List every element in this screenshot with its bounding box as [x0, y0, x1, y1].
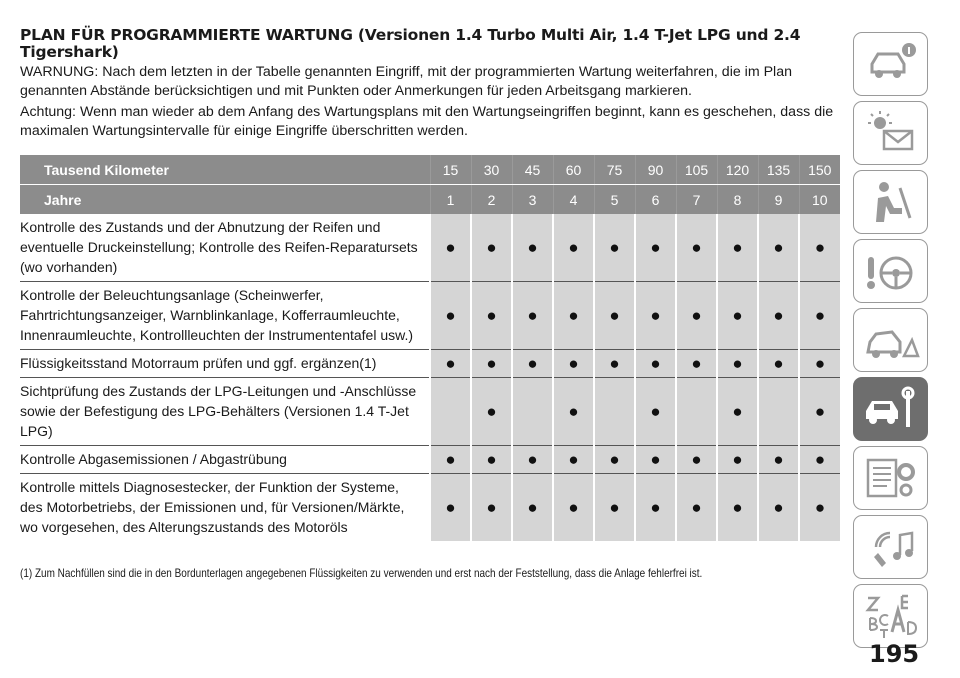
- maintenance-mark: ●: [486, 305, 497, 325]
- technical-data-icon: [862, 454, 920, 502]
- interval-cell: [717, 378, 758, 446]
- maintenance-mark: ●: [814, 353, 826, 373]
- interval-cell: [512, 350, 553, 378]
- maintenance-mark: ●: [732, 449, 743, 469]
- interval-cell: [676, 378, 717, 446]
- task-description: Kontrolle des Zustands und der Abnutzung der Reifen und eventuelle Druckeinstellung; Kontrolle des Reifen-Reparatursets (wo vorhanden): [20, 214, 430, 282]
- maintenance-mark: ●: [773, 305, 784, 325]
- interval-cell: [553, 378, 594, 446]
- maintenance-mark: ●: [691, 237, 702, 257]
- maintenance-mark: ●: [568, 237, 579, 257]
- km-header-cell: 135: [758, 155, 799, 185]
- interval-cell: [594, 214, 635, 282]
- interval-cell: [512, 378, 553, 446]
- page-title: PLAN FÜR PROGRAMMIERTE WARTUNG (Versionen 1.4 Turbo Multi Air, 1.4 T-Jet LPG und 2.4 Tigershark): [20, 26, 801, 61]
- km-header-row: [20, 155, 840, 185]
- maintenance-mark: ●: [814, 401, 826, 421]
- maintenance-mark: ●: [609, 237, 620, 257]
- maintenance-mark: ●: [691, 305, 702, 325]
- tab-maintenance[interactable]: [853, 377, 928, 441]
- years-header-cell: 2: [471, 185, 512, 215]
- interval-cell: [553, 282, 594, 350]
- table-row: [20, 474, 840, 542]
- years-header-cell: 7: [676, 185, 717, 215]
- interval-cell: [799, 282, 840, 350]
- interval-cell: [512, 282, 553, 350]
- tab-driving[interactable]: [853, 239, 928, 303]
- years-header-cell: 6: [635, 185, 676, 215]
- task-description: Sichtprüfung des Zustands der LPG-Leitungen und -Anschlüsse sowie der Befestigung des LPG-Behälters (Versionen 1.4 T-Jet LPG): [20, 378, 430, 446]
- interval-cell: [594, 474, 635, 542]
- interval-cell: [553, 214, 594, 282]
- table-row: [20, 378, 840, 446]
- interval-cell: [676, 214, 717, 282]
- interval-cell: [758, 378, 799, 446]
- interval-cell: [717, 446, 758, 474]
- km-header-cell: 150: [799, 155, 840, 185]
- maintenance-mark: ●: [732, 237, 743, 257]
- years-header-cell: 10: [799, 185, 840, 215]
- tab-car-info[interactable]: [853, 32, 928, 96]
- maintenance-mark: ●: [773, 353, 784, 373]
- maintenance-mark: ●: [486, 449, 497, 469]
- tab-safety[interactable]: [853, 170, 928, 234]
- task-description: Kontrolle Abgasemissionen / Abgastrübung: [20, 446, 430, 474]
- years-header-cell: 1: [430, 185, 471, 215]
- interval-cell: [676, 474, 717, 542]
- maintenance-mark: ●: [814, 237, 826, 257]
- interval-cell: [594, 378, 635, 446]
- interval-cell: [594, 446, 635, 474]
- steering-wheel-icon: [862, 247, 920, 295]
- maintenance-mark: ●: [445, 497, 456, 517]
- interval-cell: [430, 350, 471, 378]
- interval-cell: [799, 378, 840, 446]
- car-maintenance-icon: [862, 385, 920, 433]
- maintenance-mark: ●: [814, 497, 826, 517]
- maintenance-mark: ●: [568, 305, 579, 325]
- task-description: Kontrolle der Beleuchtungsanlage (Scheinwerfer, Fahrtrichtungsanzeiger, Warnblinkanlage, Kofferraumleuchte, Innenraumleuchte, Kontrollleuchten der Instrumententafel usw.): [20, 282, 430, 350]
- interval-cell: [758, 446, 799, 474]
- interval-cell: [635, 282, 676, 350]
- interval-cell: [676, 282, 717, 350]
- maintenance-mark: ●: [650, 497, 661, 517]
- maintenance-mark: ●: [486, 237, 497, 257]
- interval-cell: [758, 282, 799, 350]
- table-row: [20, 446, 840, 474]
- interval-cell: [471, 214, 512, 282]
- years-header-cell: 3: [512, 185, 553, 215]
- years-header-row: [20, 185, 840, 215]
- interval-cell: [676, 446, 717, 474]
- maintenance-mark: ●: [568, 449, 579, 469]
- interval-cell: [553, 474, 594, 542]
- interval-cell: [471, 350, 512, 378]
- table-row: [20, 350, 840, 378]
- maintenance-mark: ●: [445, 305, 456, 325]
- maintenance-schedule-table: [20, 155, 840, 541]
- interval-cell: [471, 378, 512, 446]
- km-header-cell: 45: [512, 155, 553, 185]
- years-header-label: Jahre: [20, 185, 430, 215]
- interval-cell: [635, 214, 676, 282]
- interval-cell: [799, 350, 840, 378]
- maintenance-mark: ●: [568, 497, 579, 517]
- maintenance-mark: ●: [732, 401, 743, 421]
- maintenance-mark: ●: [445, 449, 456, 469]
- maintenance-mark: ●: [691, 353, 702, 373]
- km-header-cell: 60: [553, 155, 594, 185]
- car-info-icon: [862, 40, 920, 88]
- interval-cell: [799, 474, 840, 542]
- maintenance-mark: ●: [732, 353, 743, 373]
- maintenance-mark: ●: [568, 353, 579, 373]
- interval-cell: [717, 214, 758, 282]
- interval-cell: [430, 214, 471, 282]
- interval-cell: [635, 446, 676, 474]
- maintenance-mark: ●: [650, 401, 661, 421]
- interval-cell: [717, 282, 758, 350]
- tab-index[interactable]: [853, 584, 928, 648]
- tab-emergency[interactable]: [853, 308, 928, 372]
- interval-cell: [471, 282, 512, 350]
- interval-cell: [430, 378, 471, 446]
- interval-cell: [635, 378, 676, 446]
- maintenance-mark: ●: [486, 497, 497, 517]
- interval-cell: [553, 350, 594, 378]
- interval-cell: [512, 474, 553, 542]
- maintenance-mark: ●: [691, 497, 702, 517]
- index-icon: [862, 592, 920, 640]
- breakdown-icon: [862, 316, 920, 364]
- safety-airbag-icon: [862, 178, 920, 226]
- interval-cell: [512, 446, 553, 474]
- interval-cell: [799, 214, 840, 282]
- interval-cell: [430, 446, 471, 474]
- tab-warning-lights[interactable]: [853, 101, 928, 165]
- maintenance-mark: ●: [568, 401, 579, 421]
- interval-cell: [758, 474, 799, 542]
- maintenance-mark: ●: [814, 449, 826, 469]
- maintenance-mark: ●: [732, 497, 743, 517]
- maintenance-mark: ●: [527, 237, 538, 257]
- maintenance-mark: ●: [732, 305, 743, 325]
- interval-cell: [594, 282, 635, 350]
- maintenance-mark: ●: [650, 449, 661, 469]
- page-number: 195: [869, 640, 920, 668]
- maintenance-mark: ●: [486, 353, 497, 373]
- maintenance-mark: ●: [814, 305, 826, 325]
- maintenance-mark: ●: [609, 305, 620, 325]
- km-header-cell: 15: [430, 155, 471, 185]
- interval-cell: [676, 350, 717, 378]
- maintenance-mark: ●: [486, 401, 497, 421]
- maintenance-mark: ●: [445, 353, 456, 373]
- interval-cell: [799, 446, 840, 474]
- maintenance-mark: ●: [773, 449, 784, 469]
- tab-multimedia[interactable]: [853, 515, 928, 579]
- interval-cell: [430, 474, 471, 542]
- maintenance-mark: ●: [527, 305, 538, 325]
- maintenance-mark: ●: [609, 449, 620, 469]
- footnote: (1) Zum Nachfüllen sind die in den Bordunterlagen angegebenen Flüssigkeiten zu verwenden und erst nach der Feststellung, dass die Anlage fehlerfrei ist.: [20, 567, 703, 580]
- maintenance-mark: ●: [527, 449, 538, 469]
- table-row: [20, 214, 840, 282]
- km-header-cell: 30: [471, 155, 512, 185]
- tab-technical-data[interactable]: [853, 446, 928, 510]
- warning-lights-icon: [862, 109, 920, 157]
- maintenance-mark: ●: [650, 237, 661, 257]
- km-header-cell: 75: [594, 155, 635, 185]
- maintenance-mark: ●: [691, 449, 702, 469]
- interval-cell: [635, 350, 676, 378]
- task-description: Kontrolle mittels Diagnosestecker, der Funktion der Systeme, des Motorbetriebs, der Emissionen und, für Versionen/Märkte, wo vorgesehen, des Alterungszustands des Motoröls: [20, 479, 405, 535]
- interval-cell: [635, 474, 676, 542]
- maintenance-mark: ●: [650, 353, 661, 373]
- warning-paragraph: WARNUNG: Nach dem letzten in der Tabelle genannten Eingriff, mit der programmierten Wartung weiterfahren, die im Plan genannten Abstände berücksichtigen und mit Punkten oder Anmerkungen für jeden Arbeitsgang markieren.: [20, 64, 792, 99]
- interval-cell: [717, 350, 758, 378]
- interval-cell: [471, 474, 512, 542]
- years-header-cell: 8: [717, 185, 758, 215]
- maintenance-mark: ●: [527, 353, 538, 373]
- maintenance-mark: ●: [773, 237, 784, 257]
- chapter-sidebar: [853, 32, 930, 653]
- interval-cell: [758, 350, 799, 378]
- years-header-cell: 5: [594, 185, 635, 215]
- interval-cell: [471, 446, 512, 474]
- interval-cell: [553, 446, 594, 474]
- multimedia-icon: [862, 523, 920, 571]
- task-description: Flüssigkeitsstand Motorraum prüfen und ggf. ergänzen(1): [20, 350, 430, 378]
- interval-cell: [512, 214, 553, 282]
- maintenance-mark: ●: [609, 497, 620, 517]
- maintenance-mark: ●: [445, 237, 456, 257]
- km-header-cell: 105: [676, 155, 717, 185]
- interval-cell: [758, 214, 799, 282]
- interval-cell: [717, 474, 758, 542]
- maintenance-mark: ●: [609, 353, 620, 373]
- years-header-cell: 9: [758, 185, 799, 215]
- interval-cell: [430, 282, 471, 350]
- maintenance-mark: ●: [527, 497, 538, 517]
- maintenance-mark: ●: [773, 497, 784, 517]
- km-header-label: Tausend Kilometer: [20, 155, 430, 185]
- km-header-cell: 90: [635, 155, 676, 185]
- interval-cell: [594, 350, 635, 378]
- years-header-cell: 4: [553, 185, 594, 215]
- maintenance-mark: ●: [650, 305, 661, 325]
- note-paragraph: Achtung: Wenn man wieder ab dem Anfang des Wartungsplans mit den Wartungseingriffen beginnt, kann es geschehen, dass die maximalen Wartungsintervalle für einige Eingriffe überschritten werden.: [20, 104, 834, 139]
- km-header-cell: 120: [717, 155, 758, 185]
- table-row: [20, 282, 840, 350]
